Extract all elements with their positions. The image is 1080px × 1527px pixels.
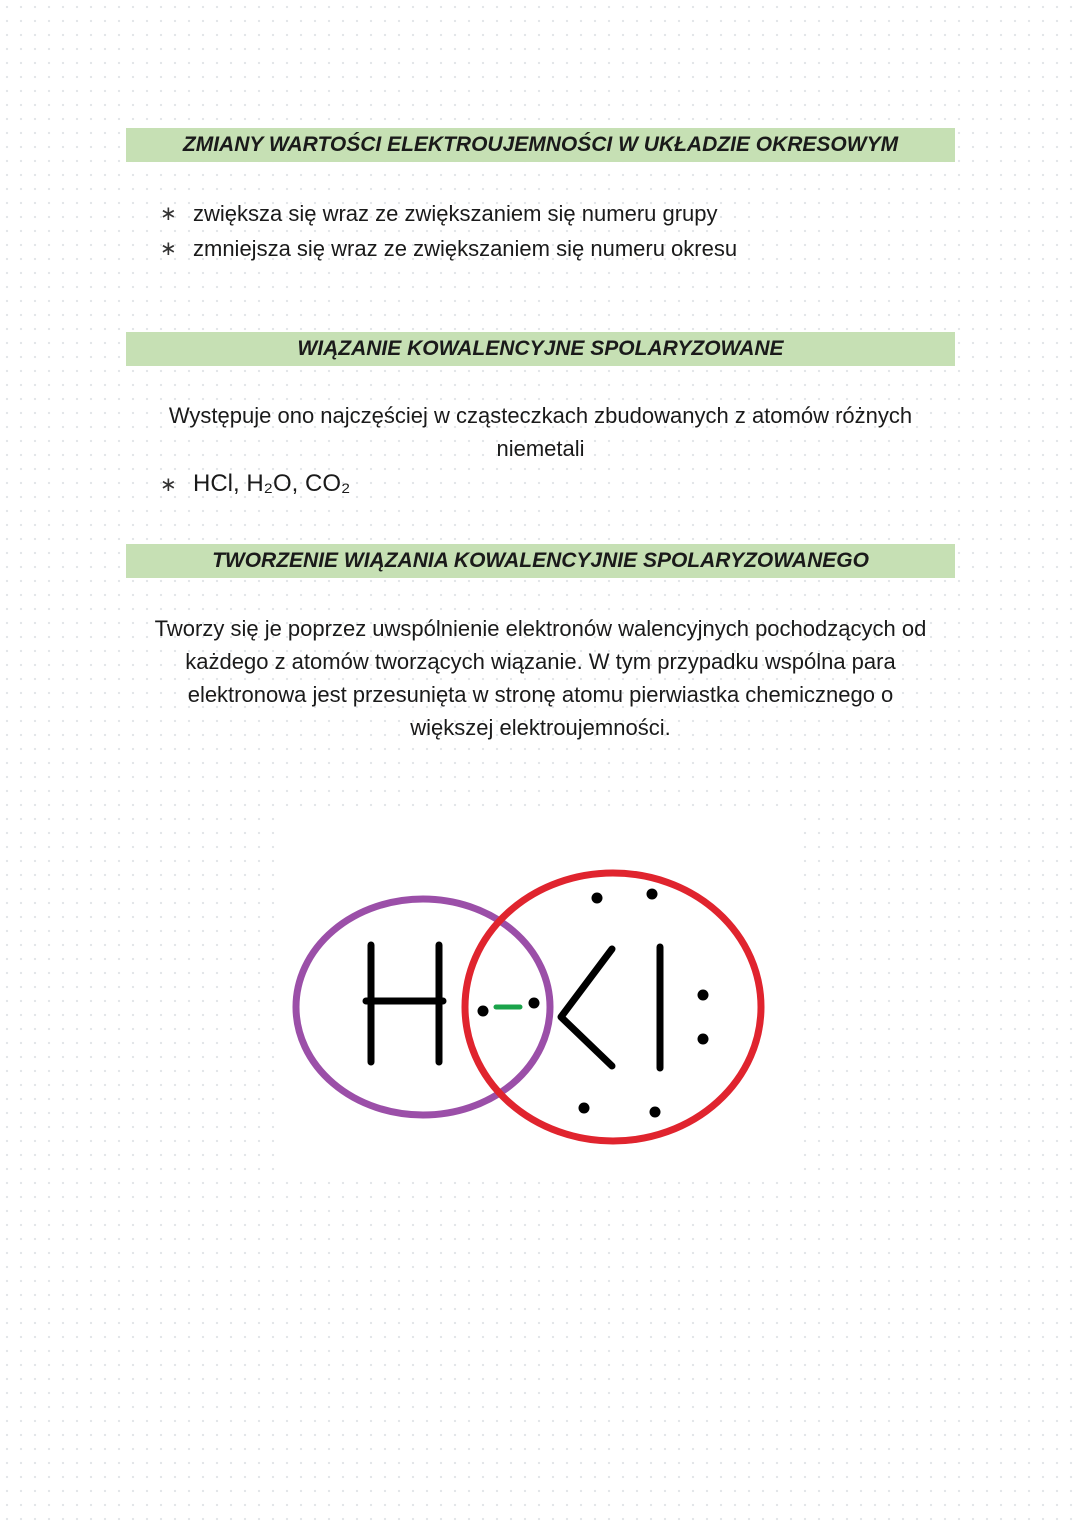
paragraph-line: Tworzy się je poprzez uwspólnienie elektronów walencyjnych pochodzących od	[154, 616, 927, 641]
paragraph-line: każdego z atomów tworzących wiązanie. W tym przypadku wspólna para	[185, 649, 896, 674]
section-heading-bond-formation	[126, 544, 955, 578]
bullet-star-icon: ∗	[160, 203, 177, 225]
bond-electron-dot	[478, 1006, 489, 1017]
bullet-star-icon: ∗	[160, 238, 177, 260]
paragraph-line: Występuje ono najczęściej w cząsteczkach zbudowanych z atomów różnych	[168, 403, 913, 428]
lone-pair-dot	[647, 889, 658, 900]
paragraph-line: elektronowa jest przesunięta w stronę atomu pierwiastka chemicznego o	[187, 682, 894, 707]
hcl-lewis-diagram	[285, 815, 800, 1175]
list-item	[160, 196, 737, 231]
examples-text: HCl, H₂O, CO₂	[193, 470, 351, 497]
lone-pair-dot	[592, 893, 603, 904]
h-symbol	[366, 945, 443, 1062]
section-heading-text: TWORZENIE WIĄZANIA KOWALENCYJNIE SPOLARYZOWANEGO	[212, 549, 869, 572]
lone-pair-dot	[650, 1107, 661, 1118]
bond-electron-dot	[529, 998, 540, 1009]
section-heading-polar-covalent-bond	[126, 332, 955, 366]
section-heading-electronegativity	[126, 128, 955, 162]
lone-pair-dot	[579, 1103, 590, 1114]
section-heading-text: WIĄZANIE KOWALENCYJNE SPOLARYZOWANE	[297, 337, 784, 360]
list-item-text: zmniejsza się wraz ze zwiększaniem się numeru okresu	[193, 235, 738, 261]
examples-list-item	[160, 470, 350, 498]
list-item	[160, 231, 737, 266]
polar-bond-description	[126, 399, 955, 465]
lone-pair-dot	[698, 990, 709, 1001]
paragraph-line: większej elektroujemności.	[410, 715, 671, 740]
hcl-diagram-svg	[285, 815, 800, 1175]
bullet-star-icon: ∗	[160, 473, 177, 496]
paragraph-line: niemetali	[496, 436, 585, 461]
lone-pair-dot	[698, 1034, 709, 1045]
electronegativity-bullet-list	[160, 196, 737, 266]
section-heading-text: ZMIANY WARTOŚCI ELEKTROUJEMNOŚCI W UKŁADZIE OKRESOWYM	[182, 133, 899, 156]
list-item-text: zwiększa się wraz ze zwiększaniem się numeru grupy	[193, 200, 718, 226]
cl-symbol-c	[561, 949, 612, 1066]
bond-formation-description	[126, 612, 955, 744]
